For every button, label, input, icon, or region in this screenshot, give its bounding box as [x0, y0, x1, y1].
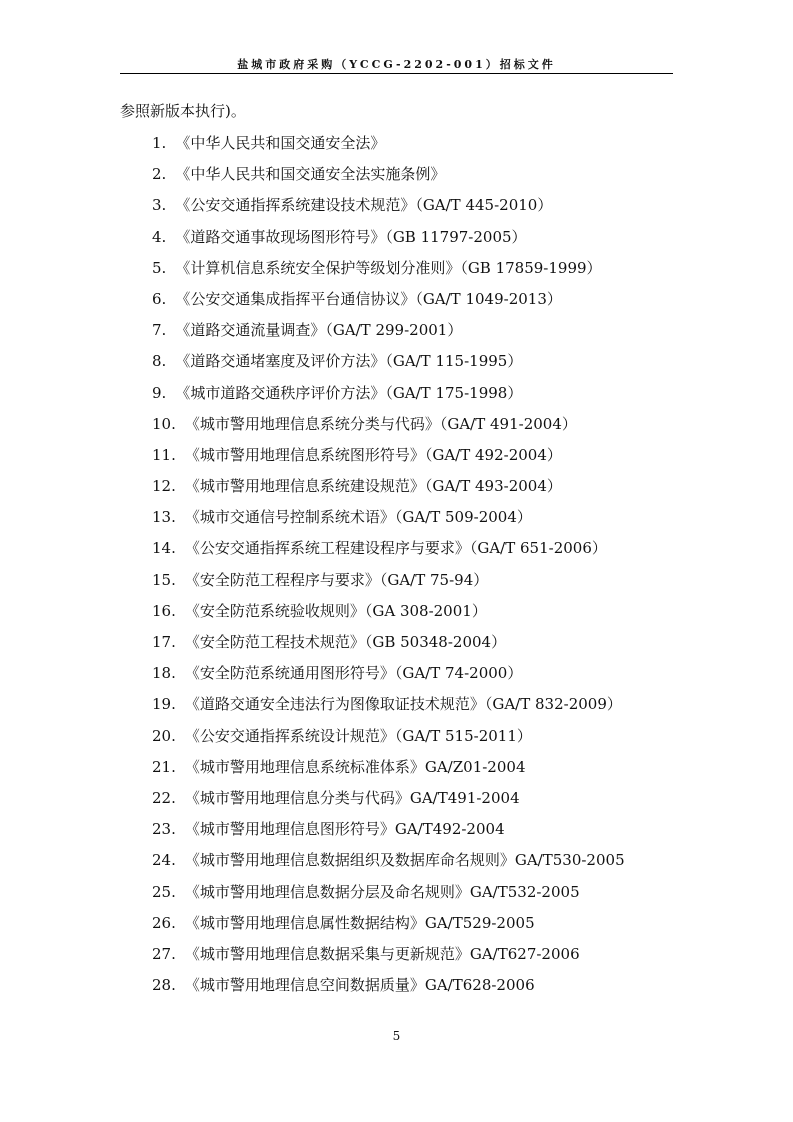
standards-reference-list: [152, 132, 625, 1005]
list-item: [152, 475, 625, 506]
list-item: [152, 350, 625, 381]
list-item: [152, 194, 625, 225]
list-item: [152, 569, 625, 600]
list-item-text: 《城市警用地理信息数据采集与更新规范》GA/T627-2006: [184, 944, 580, 963]
list-item: [152, 413, 625, 444]
list-item-text: 《城市警用地理信息系统建设规范》（GA/T 493-2004）: [184, 477, 562, 496]
list-item-text: 《城市交通信号控制系统术语》（GA/T 509-2004）: [184, 508, 532, 527]
list-item-text: 《道路交通安全违法行为图像取证技术规范》（GA/T 832-2009）: [184, 695, 622, 714]
list-item: [152, 787, 625, 818]
list-item-number: 17.: [152, 633, 176, 651]
list-item: [152, 537, 625, 568]
list-item-number: 4.: [152, 227, 167, 246]
list-item-number: 19.: [152, 695, 176, 714]
list-item-number: 2.: [152, 165, 167, 184]
list-item: [152, 943, 625, 974]
list-item-number: 8.: [152, 352, 167, 371]
list-item: [152, 725, 625, 756]
list-item-text: 《城市警用地理信息系统分类与代码》（GA/T 491-2004）: [184, 414, 577, 433]
list-item: [152, 693, 625, 724]
list-item-text: 《道路交通事故现场图形符号》（GB 11797-2005）: [175, 227, 527, 246]
list-item-text: 《道路交通流量调查》（GA/T 299-2001）: [175, 321, 463, 340]
list-item: [152, 319, 625, 350]
list-item-number: 3.: [152, 196, 167, 215]
list-item: [152, 163, 625, 194]
list-item-number: 24.: [152, 851, 176, 870]
page-header: 盐城市政府采购（YCCG-2202-001）招标文件: [237, 58, 556, 71]
list-item-text: 《公安交通指挥系统设计规范》（GA/T 515-2011）: [184, 726, 532, 745]
list-item-number: 26.: [152, 913, 176, 932]
list-item-number: 12.: [152, 477, 176, 496]
list-item-text: 《城市警用地理信息分类与代码》GA/T491-2004: [184, 788, 520, 807]
list-item-text: 《城市警用地理信息空间数据质量》GA/T628-2006: [184, 976, 535, 995]
list-item: [152, 600, 625, 631]
list-item-number: 28.: [152, 976, 176, 995]
list-item: [152, 756, 625, 787]
list-item-number: 21.: [152, 757, 176, 776]
list-item-text: 《城市警用地理信息系统标准体系》GA/Z01-2004: [184, 757, 526, 776]
list-item-text: 《公安交通指挥系统建设技术规范》（GA/T 445-2010）: [175, 196, 553, 215]
list-item: [152, 257, 625, 288]
list-item-number: 25.: [152, 882, 176, 901]
list-item-text: 《城市警用地理信息数据组织及数据库命名规则》GA/T530-2005: [184, 851, 625, 870]
list-item: [152, 132, 625, 163]
list-item-text: 《计算机信息系统安全保护等级划分准则》（GB 17859-1999）: [175, 258, 602, 277]
list-item-text: 《安全防范系统通用图形符号》（GA/T 74-2000）: [184, 664, 523, 683]
list-item-text: 《城市警用地理信息属性数据结构》GA/T529-2005: [184, 913, 535, 932]
list-item-text: 《城市道路交通秩序评价方法》（GA/T 175-1998）: [175, 383, 523, 402]
list-item-text: 《中华人民共和国交通安全法实施条例》: [175, 165, 446, 184]
list-item-number: 15.: [152, 570, 176, 589]
list-item-number: 11.: [152, 445, 176, 464]
list-item-number: 7.: [152, 321, 167, 340]
list-item-text: 《安全防范系统验收规则》（GA 308-2001）: [184, 601, 487, 620]
list-item: [152, 382, 625, 413]
list-item-text: 《安全防范工程技术规范》（GB 50348-2004）: [184, 633, 507, 651]
list-item: [152, 444, 625, 475]
list-item-text: 《安全防范工程程序与要求》（GA/T 75-94）: [184, 570, 489, 589]
page-number: 5: [392, 1029, 401, 1043]
list-item-number: 6.: [152, 289, 167, 308]
list-item: [152, 974, 625, 1005]
list-item-text: 《城市警用地理信息图形符号》GA/T492-2004: [184, 820, 505, 839]
list-item-number: 1.: [152, 134, 167, 152]
list-item-number: 20.: [152, 726, 176, 745]
list-item-number: 5.: [152, 258, 167, 277]
list-item-number: 14.: [152, 539, 176, 558]
list-item: [152, 631, 625, 662]
list-item: [152, 912, 625, 943]
list-item-text: 《城市警用地理信息系统图形符号》（GA/T 492-2004）: [184, 445, 562, 464]
list-item-text: 《道路交通堵塞度及评价方法》（GA/T 115-1995）: [175, 352, 523, 371]
list-item: [152, 849, 625, 880]
continuation-text: 参照新版本执行)。: [120, 102, 246, 120]
list-item: [152, 881, 625, 912]
list-item-text: 《公安交通集成指挥平台通信协议》（GA/T 1049-2013）: [175, 289, 562, 308]
list-item-number: 27.: [152, 944, 176, 963]
header-divider: [120, 73, 673, 74]
list-item-text: 《公安交通指挥系统工程建设程序与要求》（GA/T 651-2006）: [184, 539, 607, 558]
list-item-number: 23.: [152, 820, 176, 839]
list-item-text: 《城市警用地理信息数据分层及命名规则》GA/T532-2005: [184, 882, 580, 901]
list-item-text: 《中华人民共和国交通安全法》: [175, 134, 386, 152]
list-item: [152, 818, 625, 849]
list-item: [152, 226, 625, 257]
list-item: [152, 288, 625, 319]
list-item: [152, 506, 625, 537]
list-item-number: 9.: [152, 383, 167, 402]
list-item-number: 10.: [152, 414, 176, 433]
list-item: [152, 662, 625, 693]
list-item-number: 13.: [152, 508, 176, 527]
list-item-number: 16.: [152, 601, 176, 620]
list-item-number: 18.: [152, 664, 176, 683]
list-item-number: 22.: [152, 788, 176, 807]
